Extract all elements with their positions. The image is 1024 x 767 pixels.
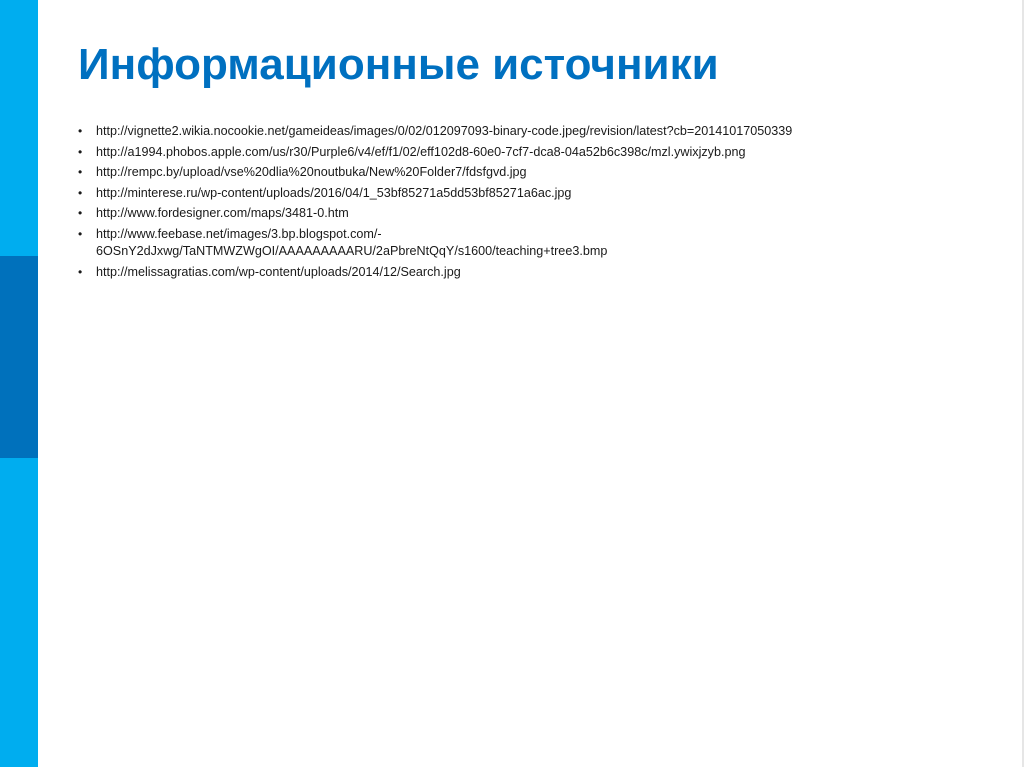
- left-bar-accent-block: [0, 256, 38, 458]
- bullet-icon: •: [78, 206, 83, 220]
- slide-title: Информационные источники: [78, 40, 719, 89]
- source-url: http://a1994.phobos.apple.com/us/r30/Purple6/v4/ef/f1/02/eff102d8-60e0-7cf7-dca8-04a52b6c398c/mzl.ywixjzyb.png: [96, 144, 746, 159]
- bullet-icon: •: [78, 185, 83, 200]
- source-url-continuation: 6OSnY2dJxwg/TaNTMWZWgOI/AAAAAAAAARU/2aPbreNtQqY/s1600/teaching+tree3.bmp: [96, 244, 608, 258]
- source-item: [78, 264, 978, 282]
- bullet-icon: •: [78, 124, 83, 138]
- source-item: [78, 185, 978, 203]
- source-item: [78, 123, 978, 141]
- source-url: http://minterese.ru/wp-content/uploads/2016/04/1_53bf85271a5dd53bf85271a6ac.jpg: [96, 185, 572, 200]
- source-item: [78, 205, 978, 223]
- bullet-icon: •: [78, 144, 83, 159]
- source-url: http://vignette2.wikia.nocookie.net/gameideas/images/0/02/012097093-binary-code.jpeg/revision/latest?cb=20141017050339: [96, 124, 793, 138]
- sources-list: [78, 123, 978, 284]
- source-url: http://melissagratias.com/wp-content/uploads/2014/12/Search.jpg: [96, 264, 461, 279]
- source-item: [78, 164, 978, 182]
- source-url: http://www.fordesigner.com/maps/3481-0.htm: [96, 206, 349, 220]
- bullet-icon: •: [78, 226, 83, 241]
- source-url: http://www.feebase.net/images/3.bp.blogspot.com/-: [96, 226, 382, 241]
- bullet-icon: •: [78, 165, 83, 179]
- bullet-icon: •: [78, 264, 83, 279]
- source-item: [78, 226, 978, 261]
- source-url: http://rempc.by/upload/vse%20dlia%20noutbuka/New%20Folder7/fdsfgvd.jpg: [96, 165, 527, 179]
- source-item: [78, 144, 978, 162]
